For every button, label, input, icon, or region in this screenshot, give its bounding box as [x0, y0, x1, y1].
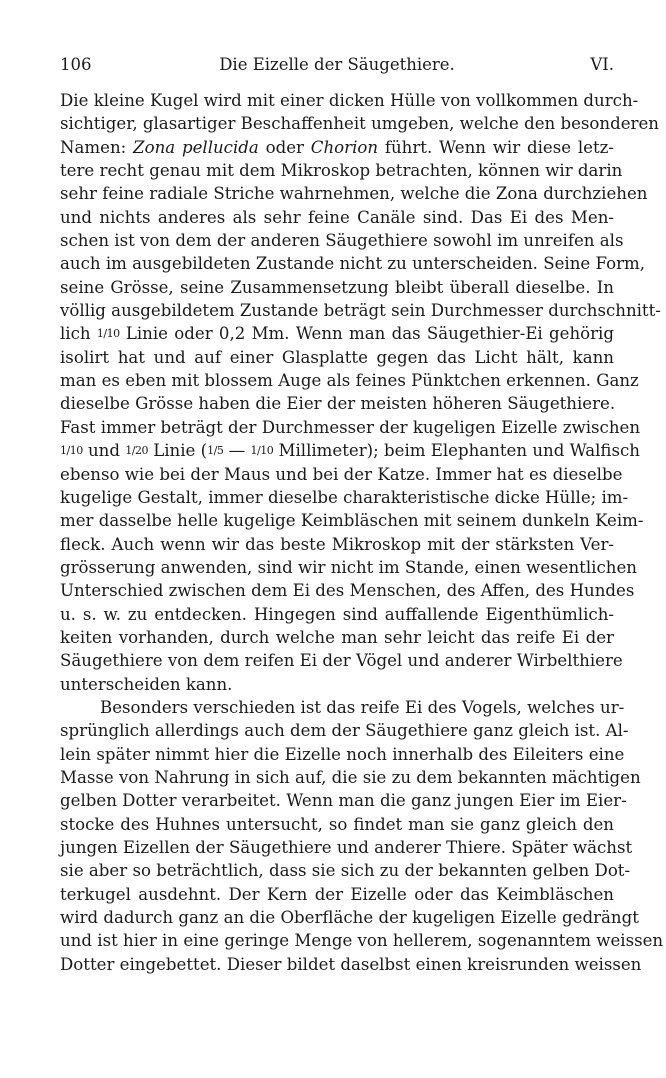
fraction: 1/10: [96, 327, 120, 341]
fraction: 1/20: [125, 444, 148, 458]
text-line: sie aber so beträchtlich, dass sie sich zu der bekannten gelben Dot-: [60, 861, 631, 881]
text-line: Fast immer beträgt der Durchmesser der kugeligen Eizelle zwischen: [60, 417, 641, 437]
section-number: VI.: [590, 55, 614, 74]
text-line: Dotter eingebettet. Dieser bildet daselbst einen kreisrunden weissen: [60, 954, 642, 974]
text-line: tere recht genau mit dem Mikroskop betrachten, können wir darin: [60, 161, 623, 181]
page-number: 106: [60, 55, 92, 74]
text-line: schen ist von dem der anderen Säugethiere sowohl im unreifen als: [60, 231, 624, 251]
text-line: Unterschied zwischen dem Ei des Menschen, des Affen, des Hundes: [60, 581, 635, 601]
text-line: lein später nimmt hier die Eizelle noch innerhalb des Eileiters eine: [60, 744, 625, 764]
text-line: mer dasselbe helle kugelige Keimbläschen mit seinem dunkeln Keim-: [60, 511, 644, 531]
text-line: ebenso wie bei der Maus und bei der Katze. Immer hat es dieselbe: [60, 464, 623, 484]
text-line: u. s. w. zu entdecken. Hingegen sind auffallende Eigenthümlich-: [60, 604, 614, 624]
text-line: sichtiger, glasartiger Beschaffenheit umgeben, welche den besonderen: [60, 114, 659, 134]
text-line: sehr feine radiale Striche wahrnehmen, welche die Zona durchziehen: [60, 184, 648, 204]
text-line: wird dadurch ganz an die Oberfläche der kugeligen Eizelle gedrängt: [60, 908, 639, 928]
page-header: [60, 55, 614, 79]
text-line: auch im ausgebildeten Zustande nicht zu unterscheiden. Seine Form,: [60, 254, 646, 274]
text-line: und ist hier in eine geringe Menge von hellerem, sogenanntem weissen: [60, 931, 664, 951]
text-line: völlig ausgebildetem Zustande beträgt sein Durchmesser durchschnitt-: [60, 301, 661, 321]
term-zona-pellucida: Zona pellucida: [133, 137, 259, 157]
fraction: 1/5: [207, 444, 224, 458]
text-line: und nichts anderes als sehr feine Canäle sind. Das Ei des Men-: [60, 207, 614, 227]
text-line: sprünglich allerdings auch dem der Säugethiere ganz gleich ist. Al-: [60, 721, 629, 741]
term-chorion: Chorion: [310, 137, 379, 157]
text-line: kugelige Gestalt, immer dieselbe charakteristische dicke Hülle; im-: [60, 487, 629, 507]
text-line: terkugel ausdehnt. Der Kern der Eizelle oder das Keimbläschen: [60, 884, 614, 904]
text-line: Namen: Zona pellucida oder Chorion führt. Wenn wir diese letz-: [60, 137, 614, 157]
text-line: isolirt hat und auf einer Glasplatte gegen das Licht hält, kann: [60, 347, 614, 367]
text-line: dieselbe Grösse haben die Eier der meisten höheren Säugethiere.: [60, 394, 616, 414]
text-line: Säugethiere von dem reifen Ei der Vögel und anderer Wirbelthiere: [60, 651, 623, 671]
text-line: stocke des Huhnes untersucht, so findet man sie ganz gleich den: [60, 814, 614, 834]
text-line: lich 1/10 Linie oder 0,2 Mm. Wenn man das Säugethier-Ei gehörig: [60, 324, 614, 344]
text-line: Die kleine Kugel wird mit einer dicken Hülle von vollkommen durch-: [60, 91, 639, 110]
text-line: keiten vorhanden, durch welche man sehr leicht das reife Ei der: [60, 627, 614, 647]
text-line: grösserung anwenden, sind wir nicht im Stande, einen wesentlichen: [60, 557, 637, 577]
text-line: unterscheiden kann.: [60, 674, 233, 694]
paragraph-start-line: Besonders verschieden ist das reife Ei des Vogels, welches ur-: [100, 697, 625, 717]
running-title: Die Eizelle der Säugethiere.: [219, 55, 455, 74]
fraction: 1/10: [60, 444, 83, 458]
text-line: gelben Dotter verarbeitet. Wenn man die ganz jungen Eier im Eier-: [60, 791, 627, 811]
fraction: 1/10: [250, 444, 274, 458]
text-line: fleck. Auch wenn wir das beste Mikroskop mit der stärksten Ver-: [60, 534, 614, 554]
text-line: man es eben mit blossem Auge als feines Pünktchen erkennen. Ganz: [60, 371, 639, 391]
text-line: seine Grösse, seine Zusammensetzung bleibt überall dieselbe. In: [60, 277, 614, 297]
text-line: 1/10 und 1/20 Linie (1/5 — 1/10 Millimeter); beim Elephanten und Walfisch: [60, 441, 640, 461]
body-text: [60, 89, 664, 976]
text-line: Masse von Nahrung in sich auf, die sie zu dem bekannten mächtigen: [60, 767, 641, 787]
text-line: jungen Eizellen der Säugethiere und anderer Thiere. Später wächst: [60, 838, 633, 857]
